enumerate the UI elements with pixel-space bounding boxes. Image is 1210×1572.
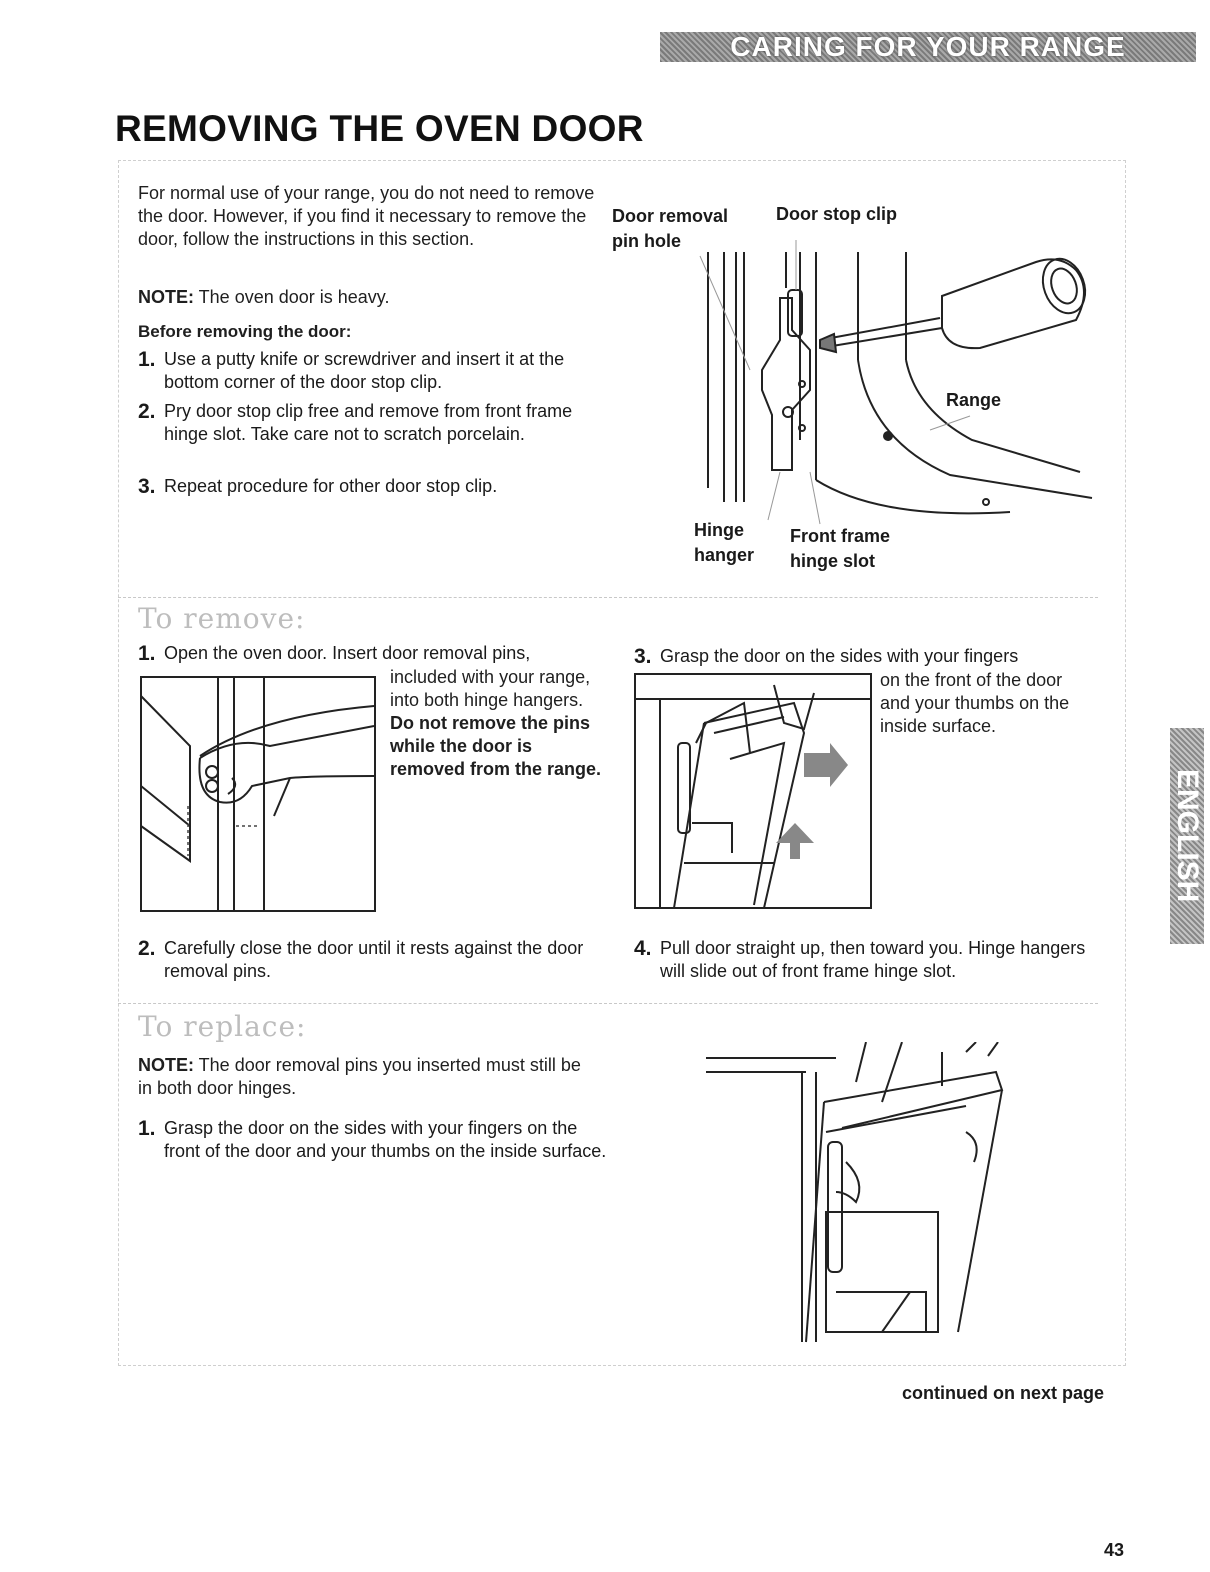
- step-number: 1.: [138, 348, 156, 371]
- before-step-1: [138, 348, 598, 394]
- intro-note: [138, 286, 598, 309]
- step-text-rest: included with your range, into both hinge hangers.: [390, 667, 591, 710]
- before-removing-heading: Before removing the door:: [138, 322, 352, 341]
- step-text: Carefully close the door until it rests against the door removal pins.: [164, 938, 584, 981]
- step-number: 1.: [138, 1117, 156, 1140]
- remove-step-2: [138, 937, 608, 983]
- hinge-diagram-illustration: [680, 240, 1120, 530]
- note-text: The oven door is heavy.: [194, 287, 390, 307]
- page-title: REMOVING THE OVEN DOOR: [115, 108, 644, 149]
- grasp-door-illustration: [634, 673, 872, 909]
- page-number: 43: [1104, 1540, 1125, 1560]
- label-door-removal: Door removal: [612, 206, 729, 226]
- language-side-tab: ENGLISH: [1170, 728, 1204, 944]
- section-divider: [118, 1003, 1098, 1004]
- label-hinge: Hinge: [694, 520, 745, 540]
- before-step-3: [138, 475, 598, 498]
- step-text: Repeat procedure for other door stop clip.: [164, 476, 498, 496]
- label-hanger: hanger: [694, 545, 755, 565]
- note-label: NOTE:: [138, 287, 194, 307]
- step-text: Use a putty knife or screwdriver and insert it at the bottom corner of the door stop clip.: [164, 349, 565, 392]
- step-number: 2.: [138, 400, 156, 423]
- step-text: Grasp the door on the sides with your fingers on the front of the door and your thumbs on the inside surface.: [164, 1118, 607, 1161]
- note-label: NOTE:: [138, 1055, 194, 1075]
- replace-step-1: [138, 1117, 608, 1163]
- label-door-stop-clip: Door stop clip: [776, 204, 897, 224]
- label-hinge-slot: hinge slot: [790, 551, 875, 571]
- continued-note: continued on next page: [902, 1383, 1105, 1403]
- insert-pins-illustration: [140, 676, 376, 912]
- section-divider: [118, 597, 1098, 598]
- before-step-2: [138, 400, 598, 446]
- step-number: 3.: [634, 645, 652, 668]
- step-text: Pull door straight up, then toward you. Hinge hangers will slide out of front frame hinge slot.: [660, 938, 1086, 981]
- replace-door-illustration: [706, 1042, 1006, 1360]
- intro-paragraph: For normal use of your range, you do not need to remove the door. However, if you find it necessary to remove the door, follow the instructions in this section.: [138, 183, 595, 249]
- to-replace-heading: To replace:: [138, 1010, 307, 1043]
- replace-note: [138, 1054, 598, 1100]
- step-number: 2.: [138, 937, 156, 960]
- section-banner: CARING FOR YOUR RANGE: [660, 32, 1196, 62]
- step-text-line1: Open the oven door. Insert door removal pins,: [164, 643, 531, 663]
- label-front-frame: Front frame: [790, 526, 891, 546]
- to-remove-heading: To remove:: [138, 602, 306, 635]
- step-number: 1.: [138, 642, 156, 665]
- step-number: 3.: [138, 475, 156, 498]
- step-text-line1: Grasp the door on the sides with your fingers: [660, 646, 1019, 666]
- remove-step-3: [634, 645, 1094, 668]
- remove-step-4: [634, 937, 1094, 983]
- label-pin-hole: pin hole: [612, 231, 681, 251]
- step-warning: Do not remove the pins while the door is removed from the range.: [390, 713, 602, 779]
- step-text: Pry door stop clip free and remove from front frame hinge slot. Take care not to scratch porcelain.: [164, 401, 573, 444]
- remove-step-3-continued: on the front of the door and your thumbs on the inside surface.: [880, 670, 1070, 736]
- note-text: The door removal pins you inserted must still be in both door hinges.: [138, 1055, 581, 1098]
- step-number: 4.: [634, 937, 652, 960]
- remove-step-1-continued: [390, 666, 605, 781]
- remove-step-1: [138, 642, 608, 665]
- label-range: Range: [946, 390, 1002, 410]
